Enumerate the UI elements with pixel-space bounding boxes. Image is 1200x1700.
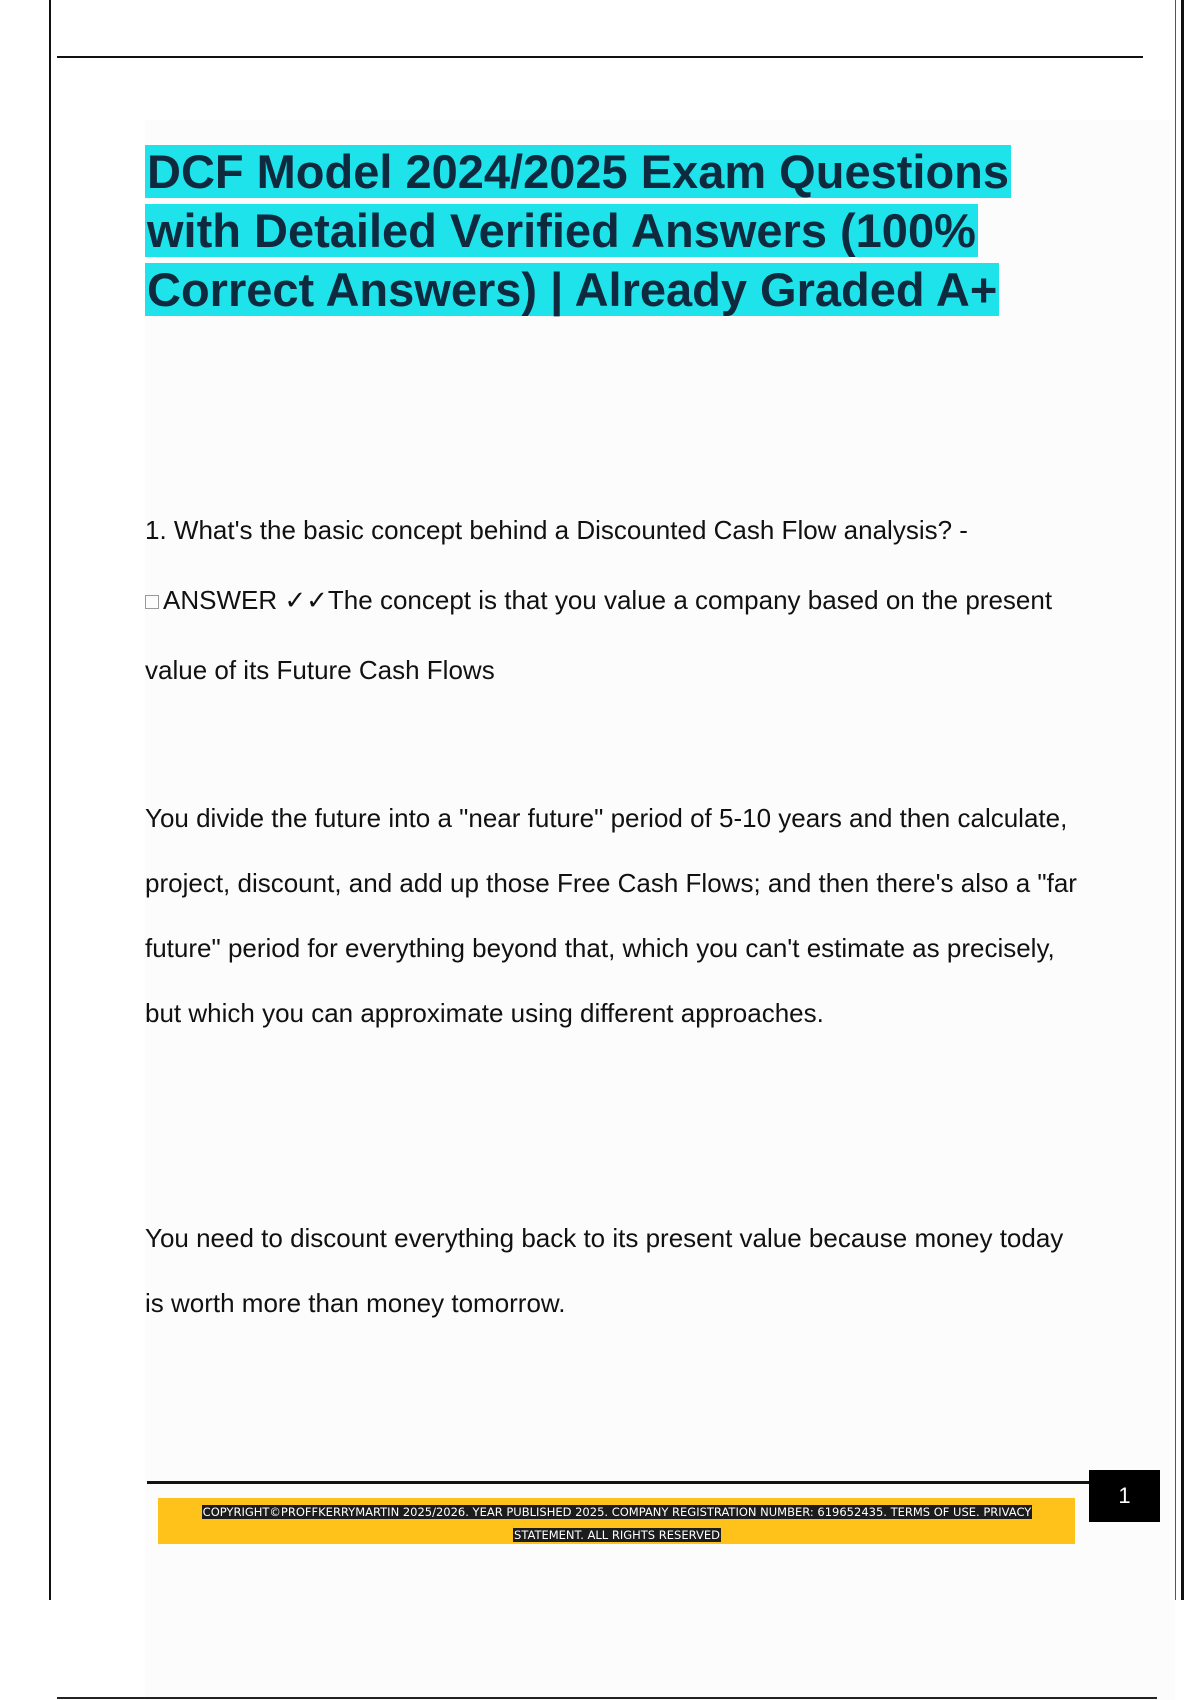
answer-label: ANSWER ✓✓ <box>163 585 328 615</box>
question-1-text: 1. What's the basic concept behind a Discounted Cash Flow analysis? - <box>145 515 968 545</box>
right-border-inner-line <box>1175 0 1176 1600</box>
header-rule <box>57 56 1143 58</box>
question-1 <box>145 495 1085 705</box>
answer-paragraph: You divide the future into a "near future" period of 5-10 years and then calculate, project, discount, and add up those Free Cash Flows; and then there's also a "far future" period for everything beyond that, which you can't estimate as precisely, but which you can approximate using different approaches. <box>145 803 1077 1028</box>
page-bottom-rule <box>57 1697 1157 1699</box>
footer-rule <box>147 1481 1090 1484</box>
document-title <box>145 142 1065 319</box>
page-number: 1 <box>1089 1470 1160 1522</box>
footer-copyright <box>168 1501 1066 1547</box>
answer-text: The concept is that you value a company based on the present value of its Future Cash Flows <box>145 585 1053 685</box>
footer-copyright-text: COPYRIGHT©PROFFKERRYMARTIN 2025/2026. YEAR PUBLISHED 2025. COMPANY REGISTRATION NUMBER: 619652435. TERMS OF USE. PRIVACY STATEMENT. ALL RIGHTS RESERVED <box>202 1505 1032 1542</box>
checkbox-icon <box>145 595 159 609</box>
right-border-line <box>1181 0 1184 1600</box>
document-title-text: DCF Model 2024/2025 Exam Questions with Detailed Verified Answers (100% Correct Answers) | Already Graded A+ <box>147 145 1009 316</box>
left-border-line <box>49 0 51 1600</box>
answer-paragraph: You need to discount everything back to its present value because money today is worth more than money tomorrow. <box>145 1223 1064 1318</box>
